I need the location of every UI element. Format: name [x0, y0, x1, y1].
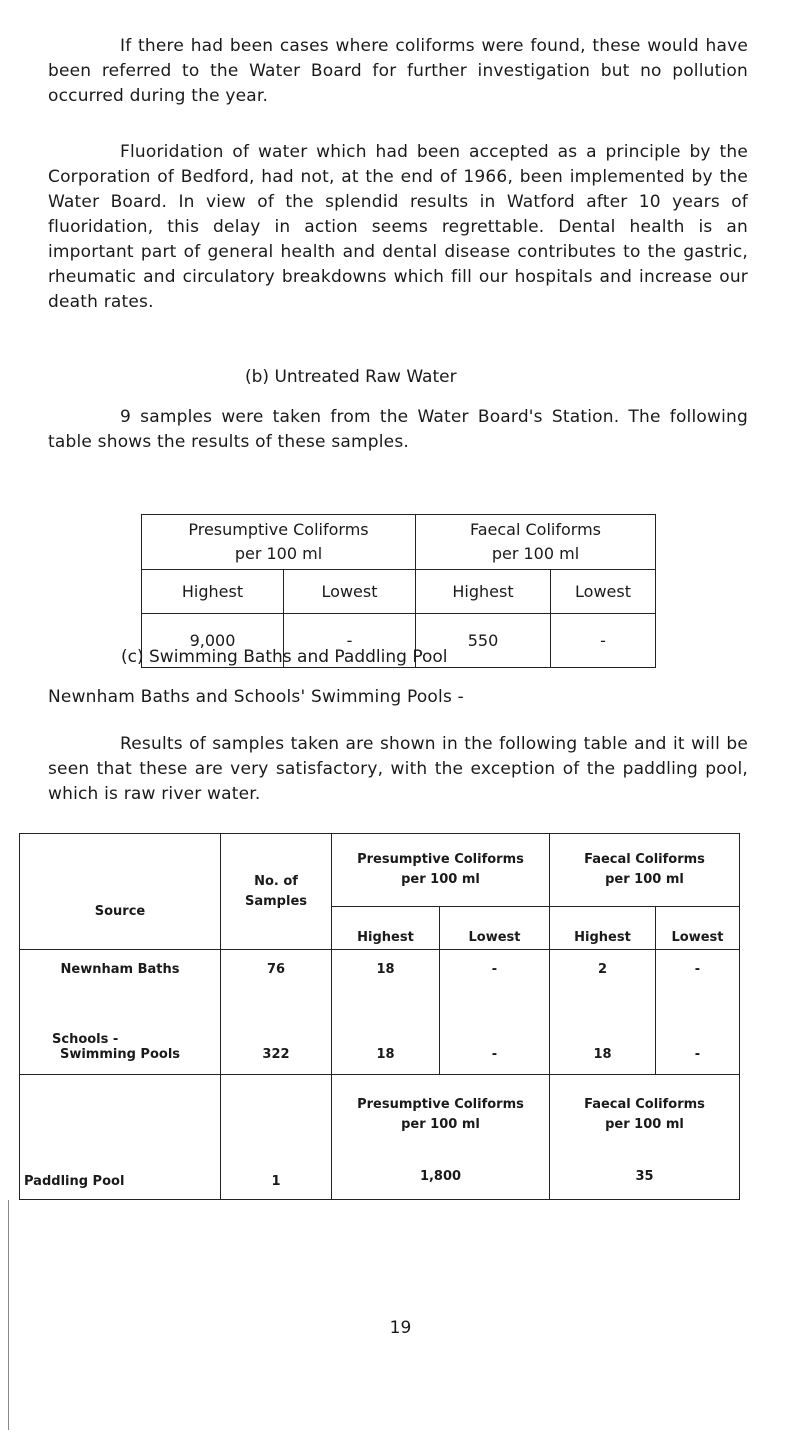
t1-presumptive-line1: Presumptive Coliforms: [188, 520, 369, 539]
t1-faecal-line1: Faecal Coliforms: [469, 520, 601, 539]
t2-paddling-source-cell: [20, 1075, 221, 1200]
t2-p-high-cell: [332, 950, 440, 1075]
t2-paddling-presumptive-line2: per 100 ml: [401, 1117, 480, 1132]
t2-presumptive-highest: Highest: [332, 907, 440, 950]
t2-paddling-samples-cell: [221, 1075, 332, 1200]
t2-faecal-lowest: Lowest: [656, 907, 740, 950]
t2-faecal-highest: Highest: [550, 907, 656, 950]
t1-value: 550: [416, 614, 551, 668]
t2-f-low-value: -: [694, 1047, 701, 1062]
t1-faecal-line2: per 100 ml: [491, 544, 580, 563]
t2-p-low-value: -: [491, 962, 498, 977]
t2-source-schools-line2: Swimming Pools: [59, 1047, 181, 1062]
t2-source-newnham: Newnham Baths: [60, 962, 180, 977]
t2-samples-line2: Samples: [245, 893, 307, 909]
t2-paddling-faecal-cell: [550, 1075, 740, 1200]
t2-presumptive-line1: Presumptive Coliforms: [357, 852, 524, 867]
t2-source-header: Source: [20, 834, 221, 950]
t1-value: -: [284, 614, 416, 668]
t2-source-cell: [20, 950, 221, 1075]
t2-f-high-value: 18: [593, 1047, 612, 1062]
t2-f-low-value: -: [694, 962, 701, 977]
t1-faecal-header: [416, 515, 656, 570]
t2-faecal-header: [550, 834, 740, 907]
t1-faecal-lowest: Lowest: [551, 570, 656, 614]
t2-paddling-presumptive-cell: [332, 1075, 550, 1200]
t2-paddling-presumptive-value: 1,800: [419, 1169, 462, 1184]
swimming-table: [19, 833, 740, 1200]
paragraph-coliforms: If there had been cases where coliforms were found, these would have been referred to the Water Board for further investigation but no pollution occurred during the year.: [48, 36, 748, 106]
t1-value: 9,000: [142, 614, 284, 668]
t2-paddling-presumptive-line1: Presumptive Coliforms: [357, 1097, 524, 1112]
t2-paddling-source: Paddling Pool: [24, 1174, 125, 1189]
t2-samples-value: 322: [262, 1047, 290, 1062]
t2-presumptive-line2: per 100 ml: [401, 872, 480, 887]
t1-presumptive-header: [142, 515, 416, 570]
t2-f-high-cell: [550, 950, 656, 1075]
t1-presumptive-lowest: Lowest: [284, 570, 416, 614]
t2-f-high-value: 2: [597, 962, 608, 977]
t2-paddling-samples: 1: [271, 1174, 281, 1189]
t2-p-low-value: -: [491, 1047, 498, 1062]
t2-samples-value: 76: [266, 962, 286, 977]
t2-faecal-line2: per 100 ml: [605, 872, 684, 887]
t2-p-high-value: 18: [376, 1047, 395, 1062]
t2-paddling-faecal-value: 35: [635, 1169, 654, 1184]
paragraph-results: Results of samples taken are shown in the following table and it will be seen that these are very satisfactory, with the exception of the paddling pool, which is raw river water.: [48, 734, 748, 804]
t2-p-low-cell: [440, 950, 550, 1075]
t1-presumptive-line2: per 100 ml: [234, 544, 323, 563]
t2-samples-cell: [221, 950, 332, 1075]
t1-value: -: [551, 614, 656, 668]
heading-swimming-baths: (c) Swimming Baths and Paddling Pool: [121, 647, 448, 667]
page-number: 19: [389, 1318, 412, 1338]
t2-p-high-value: 18: [376, 962, 395, 977]
heading-untreated-raw-water: (b) Untreated Raw Water: [245, 367, 457, 387]
paragraph-newnham: Newnham Baths and Schools' Swimming Pools -: [48, 687, 464, 707]
t2-presumptive-lowest: Lowest: [440, 907, 550, 950]
t1-presumptive-highest: Highest: [142, 570, 284, 614]
paragraph-samples: 9 samples were taken from the Water Board's Station. The following table shows the results of these samples.: [48, 407, 748, 452]
paragraph-fluoridation: Fluoridation of water which had been accepted as a principle by the Corporation of Bedford, had not, at the end of 1966, been implemented by the Water Board. In view of the splendid results in Watford after 10 years of fluoridation, this delay in action seems regrettable. Dental health is an important part of general health and dental disease contributes to the gastric, rheumatic and circulatory breakdowns which fill our hospitals and increase our death rates.: [48, 142, 748, 312]
t2-f-low-cell: [656, 950, 740, 1075]
scan-edge-line: [8, 1200, 9, 1430]
t2-paddling-faecal-line1: Faecal Coliforms: [584, 1097, 705, 1112]
t2-paddling-faecal-line2: per 100 ml: [605, 1117, 684, 1132]
t2-samples-line1: No. of: [254, 873, 298, 889]
t2-samples-header: [221, 834, 332, 950]
t1-faecal-highest: Highest: [416, 570, 551, 614]
t2-source-schools: [20, 1032, 220, 1062]
t2-faecal-line1: Faecal Coliforms: [584, 852, 705, 867]
t2-source-schools-line1: Schools -: [52, 1032, 119, 1047]
t2-presumptive-header: [332, 834, 550, 907]
